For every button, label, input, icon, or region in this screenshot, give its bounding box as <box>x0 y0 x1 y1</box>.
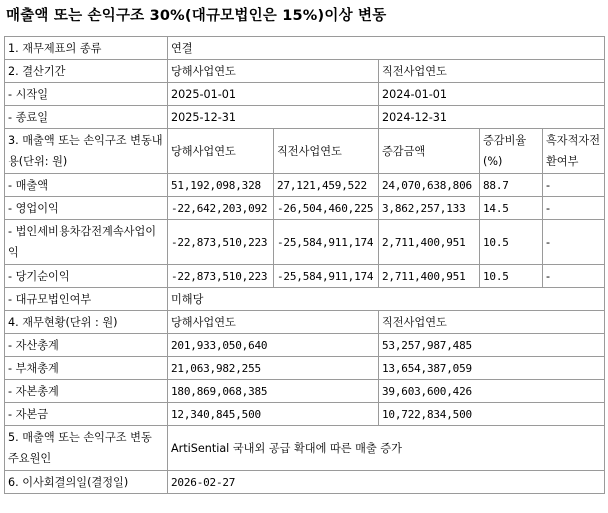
turn-value: - <box>543 220 605 265</box>
start-current: 2025-01-01 <box>168 83 379 106</box>
table-row <box>5 403 605 426</box>
table-row <box>5 380 605 403</box>
disclosure-table <box>4 36 605 494</box>
table-row <box>5 220 605 265</box>
board-row <box>5 471 605 494</box>
diff-value: 2,711,400,951 <box>379 265 480 288</box>
period-start-row <box>5 83 605 106</box>
prior-value: -25,584,911,174 <box>274 265 379 288</box>
large-corp-value: 미해당 <box>168 288 605 311</box>
current-value: -22,873,510,223 <box>168 220 274 265</box>
prior-value: 27,121,459,522 <box>274 174 379 197</box>
fs-type-value: 연결 <box>168 37 605 60</box>
table-row <box>5 334 605 357</box>
current-value: 51,192,098,328 <box>168 174 274 197</box>
board-label: 6. 이사회결의일(결정일) <box>5 471 168 494</box>
end-prior: 2024-12-31 <box>379 106 605 129</box>
financials-label: 4. 재무현황(단위 : 원) <box>5 311 168 334</box>
period-prior-header: 직전사업연도 <box>379 60 605 83</box>
current-value: 12,340,845,500 <box>168 403 379 426</box>
current-value: 21,063,982,255 <box>168 357 379 380</box>
diff-value: 3,862,257,133 <box>379 197 480 220</box>
ratio-value: 10.5 <box>480 220 543 265</box>
prior-value: 39,603,600,426 <box>379 380 605 403</box>
period-end-row <box>5 106 605 129</box>
period-label: 2. 결산기간 <box>5 60 168 83</box>
current-value: 180,869,068,385 <box>168 380 379 403</box>
prior-value: 13,654,387,059 <box>379 357 605 380</box>
end-label: - 종료일 <box>5 106 168 129</box>
current-value: -22,873,510,223 <box>168 265 274 288</box>
turn-value: - <box>543 197 605 220</box>
table-row <box>5 174 605 197</box>
board-value: 2026-02-27 <box>168 471 605 494</box>
changes-label: 3. 매출액 또는 손익구조 변동내용(단위: 원) <box>5 129 168 174</box>
prior-value: -25,584,911,174 <box>274 220 379 265</box>
period-header-row <box>5 60 605 83</box>
row-label: - 법인세비용차감전계속사업이익 <box>5 220 168 265</box>
changes-header-ratio: 증감비율(%) <box>480 129 543 174</box>
changes-header-prior: 직전사업연도 <box>274 129 379 174</box>
large-corp-row <box>5 288 605 311</box>
financials-prior-header: 직전사업연도 <box>379 311 605 334</box>
turn-value: - <box>543 174 605 197</box>
ratio-value: 14.5 <box>480 197 543 220</box>
financials-header-row <box>5 311 605 334</box>
ratio-value: 10.5 <box>480 265 543 288</box>
changes-header-diff: 증감금액 <box>379 129 480 174</box>
large-corp-label: - 대규모법인여부 <box>5 288 168 311</box>
fs-type-label: 1. 재무제표의 종류 <box>5 37 168 60</box>
row-label: - 매출액 <box>5 174 168 197</box>
prior-value: -26,504,460,225 <box>274 197 379 220</box>
row-label: - 자산총계 <box>5 334 168 357</box>
row-label: - 영업이익 <box>5 197 168 220</box>
period-current-header: 당해사업연도 <box>168 60 379 83</box>
page-title: 매출액 또는 손익구조 30%(대규모법인은 15%)이상 변동 <box>6 8 387 24</box>
current-value: 201,933,050,640 <box>168 334 379 357</box>
table-row <box>5 197 605 220</box>
table-row <box>5 357 605 380</box>
reason-row <box>5 426 605 471</box>
diff-value: 2,711,400,951 <box>379 220 480 265</box>
fs-type-row <box>5 37 605 60</box>
row-label: - 자본금 <box>5 403 168 426</box>
row-label: - 당기순이익 <box>5 265 168 288</box>
end-current: 2025-12-31 <box>168 106 379 129</box>
changes-header-current: 당해사업연도 <box>168 129 274 174</box>
financials-current-header: 당해사업연도 <box>168 311 379 334</box>
prior-value: 10,722,834,500 <box>379 403 605 426</box>
row-label: - 부채총계 <box>5 357 168 380</box>
ratio-value: 88.7 <box>480 174 543 197</box>
prior-value: 53,257,987,485 <box>379 334 605 357</box>
reason-label: 5. 매출액 또는 손익구조 변동 주요원인 <box>5 426 168 471</box>
row-label: - 자본총계 <box>5 380 168 403</box>
changes-header-row <box>5 129 605 174</box>
reason-value: ArtiSential 국내외 공급 확대에 따른 매출 증가 <box>168 426 605 471</box>
table-row <box>5 265 605 288</box>
changes-header-turn: 흑자적자전환여부 <box>543 129 605 174</box>
turn-value: - <box>543 265 605 288</box>
start-prior: 2024-01-01 <box>379 83 605 106</box>
start-label: - 시작일 <box>5 83 168 106</box>
current-value: -22,642,203,092 <box>168 197 274 220</box>
diff-value: 24,070,638,806 <box>379 174 480 197</box>
